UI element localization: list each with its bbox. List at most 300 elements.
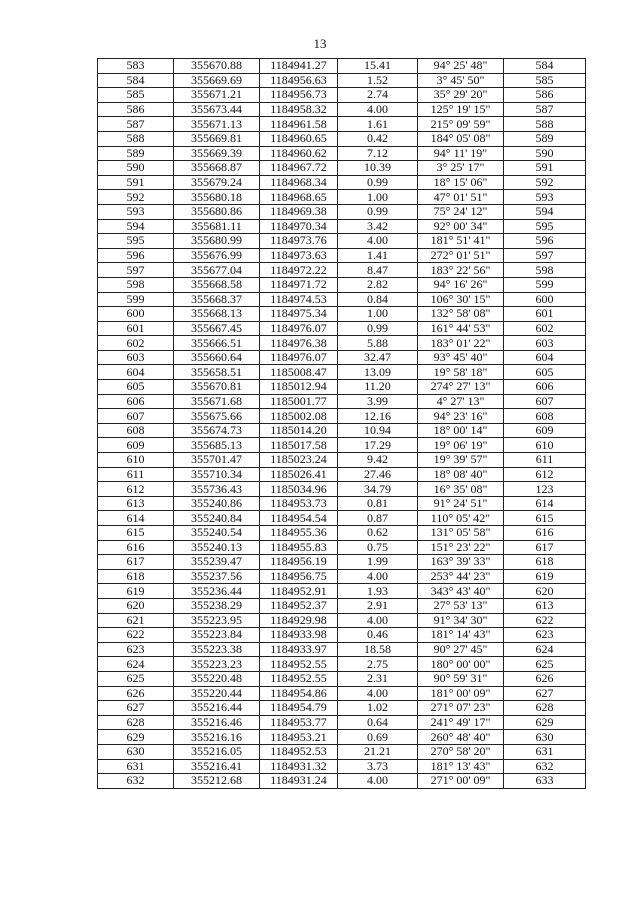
y-coordinate-cell: 1184952.53 <box>260 744 338 759</box>
table-row <box>98 219 586 234</box>
y-coordinate-cell: 1184961.58 <box>260 117 338 132</box>
point-number-cell: 631 <box>98 759 174 774</box>
distance-cell: 0.87 <box>338 511 418 526</box>
distance-cell: 0.42 <box>338 131 418 146</box>
point-number-cell: 604 <box>98 365 174 380</box>
bearing-cell: 16° 35' 08" <box>418 482 504 497</box>
y-coordinate-cell: 1184973.63 <box>260 248 338 263</box>
x-coordinate-cell: 355675.66 <box>174 409 260 424</box>
distance-cell: 32.47 <box>338 350 418 365</box>
next-point-number-cell: 598 <box>504 263 586 278</box>
x-coordinate-cell: 355223.95 <box>174 613 260 628</box>
next-point-number-cell: 596 <box>504 234 586 249</box>
table-row <box>98 73 586 88</box>
point-number-cell: 609 <box>98 438 174 453</box>
y-coordinate-cell: 1184954.79 <box>260 701 338 716</box>
bearing-cell: 151° 23' 22" <box>418 540 504 555</box>
bearing-cell: 90° 59' 31" <box>418 671 504 686</box>
table-row <box>98 540 586 555</box>
table-row <box>98 161 586 176</box>
x-coordinate-cell: 355240.13 <box>174 540 260 555</box>
bearing-cell: 94° 11' 19" <box>418 146 504 161</box>
table-row <box>98 715 586 730</box>
y-coordinate-cell: 1185008.47 <box>260 365 338 380</box>
x-coordinate-cell: 355216.44 <box>174 701 260 716</box>
y-coordinate-cell: 1184929.98 <box>260 613 338 628</box>
next-point-number-cell: 601 <box>504 307 586 322</box>
x-coordinate-cell: 355216.46 <box>174 715 260 730</box>
next-point-number-cell: 622 <box>504 613 586 628</box>
distance-cell: 15.41 <box>338 59 418 74</box>
table-row <box>98 598 586 613</box>
point-number-cell: 601 <box>98 321 174 336</box>
distance-cell: 4.00 <box>338 569 418 584</box>
table-row <box>98 628 586 643</box>
table-row <box>98 671 586 686</box>
y-coordinate-cell: 1184953.21 <box>260 730 338 745</box>
y-coordinate-cell: 1184933.98 <box>260 628 338 643</box>
next-point-number-cell: 584 <box>504 59 586 74</box>
y-coordinate-cell: 1184974.53 <box>260 292 338 307</box>
next-point-number-cell: 589 <box>504 131 586 146</box>
table-row <box>98 204 586 219</box>
distance-cell: 1.61 <box>338 117 418 132</box>
distance-cell: 0.84 <box>338 292 418 307</box>
next-point-number-cell: 625 <box>504 657 586 672</box>
point-number-cell: 592 <box>98 190 174 205</box>
bearing-cell: 3° 25' 17" <box>418 161 504 176</box>
distance-cell: 2.74 <box>338 88 418 103</box>
bearing-cell: 27° 53' 13" <box>418 598 504 613</box>
distance-cell: 21.21 <box>338 744 418 759</box>
next-point-number-cell: 587 <box>504 102 586 117</box>
point-number-cell: 614 <box>98 511 174 526</box>
bearing-cell: 35° 29' 20" <box>418 88 504 103</box>
distance-cell: 1.52 <box>338 73 418 88</box>
distance-cell: 11.20 <box>338 380 418 395</box>
table-row <box>98 350 586 365</box>
distance-cell: 2.82 <box>338 277 418 292</box>
point-number-cell: 629 <box>98 730 174 745</box>
next-point-number-cell: 608 <box>504 409 586 424</box>
next-point-number-cell: 588 <box>504 117 586 132</box>
distance-cell: 10.39 <box>338 161 418 176</box>
y-coordinate-cell: 1184967.72 <box>260 161 338 176</box>
bearing-cell: 180° 00' 00" <box>418 657 504 672</box>
point-number-cell: 584 <box>98 73 174 88</box>
distance-cell: 9.42 <box>338 453 418 468</box>
x-coordinate-cell: 355668.37 <box>174 292 260 307</box>
distance-cell: 4.00 <box>338 774 418 789</box>
bearing-cell: 161° 44' 53" <box>418 321 504 336</box>
table-row <box>98 117 586 132</box>
y-coordinate-cell: 1184976.07 <box>260 350 338 365</box>
y-coordinate-cell: 1184975.34 <box>260 307 338 322</box>
distance-cell: 2.75 <box>338 657 418 672</box>
bearing-cell: 181° 00' 09" <box>418 686 504 701</box>
next-point-number-cell: 599 <box>504 277 586 292</box>
table-row <box>98 730 586 745</box>
x-coordinate-cell: 355240.84 <box>174 511 260 526</box>
x-coordinate-cell: 355673.44 <box>174 102 260 117</box>
x-coordinate-cell: 355680.18 <box>174 190 260 205</box>
point-number-cell: 603 <box>98 350 174 365</box>
distance-cell: 0.64 <box>338 715 418 730</box>
point-number-cell: 583 <box>98 59 174 74</box>
next-point-number-cell: 631 <box>504 744 586 759</box>
distance-cell: 4.00 <box>338 234 418 249</box>
point-number-cell: 606 <box>98 394 174 409</box>
y-coordinate-cell: 1184952.55 <box>260 671 338 686</box>
point-number-cell: 616 <box>98 540 174 555</box>
x-coordinate-cell: 355666.51 <box>174 336 260 351</box>
table-row <box>98 759 586 774</box>
point-number-cell: 596 <box>98 248 174 263</box>
bearing-cell: 18° 08' 40" <box>418 467 504 482</box>
next-point-number-cell: 626 <box>504 671 586 686</box>
point-number-cell: 611 <box>98 467 174 482</box>
point-number-cell: 597 <box>98 263 174 278</box>
distance-cell: 1.00 <box>338 307 418 322</box>
bearing-cell: 271° 00' 09" <box>418 774 504 789</box>
point-number-cell: 607 <box>98 409 174 424</box>
bearing-cell: 343° 43' 40" <box>418 584 504 599</box>
y-coordinate-cell: 1184971.72 <box>260 277 338 292</box>
point-number-cell: 617 <box>98 555 174 570</box>
bearing-cell: 106° 30' 15" <box>418 292 504 307</box>
point-number-cell: 626 <box>98 686 174 701</box>
bearing-cell: 131° 05' 58" <box>418 526 504 541</box>
distance-cell: 5.88 <box>338 336 418 351</box>
point-number-cell: 595 <box>98 234 174 249</box>
bearing-cell: 181° 13' 43" <box>418 759 504 774</box>
point-number-cell: 628 <box>98 715 174 730</box>
next-point-number-cell: 606 <box>504 380 586 395</box>
next-point-number-cell: 632 <box>504 759 586 774</box>
x-coordinate-cell: 355670.88 <box>174 59 260 74</box>
table-row <box>98 774 586 789</box>
distance-cell: 1.00 <box>338 190 418 205</box>
next-point-number-cell: 123 <box>504 482 586 497</box>
bearing-cell: 274° 27' 13" <box>418 380 504 395</box>
distance-cell: 0.75 <box>338 540 418 555</box>
y-coordinate-cell: 1184976.38 <box>260 336 338 351</box>
x-coordinate-cell: 355685.13 <box>174 438 260 453</box>
next-point-number-cell: 619 <box>504 569 586 584</box>
table-row <box>98 277 586 292</box>
next-point-number-cell: 623 <box>504 628 586 643</box>
point-number-cell: 593 <box>98 204 174 219</box>
point-number-cell: 591 <box>98 175 174 190</box>
table-row <box>98 701 586 716</box>
x-coordinate-cell: 355671.13 <box>174 117 260 132</box>
x-coordinate-cell: 355701.47 <box>174 453 260 468</box>
y-coordinate-cell: 1184970.34 <box>260 219 338 234</box>
x-coordinate-cell: 355669.39 <box>174 146 260 161</box>
table-row <box>98 409 586 424</box>
table-row <box>98 59 586 74</box>
table-row <box>98 263 586 278</box>
distance-cell: 2.31 <box>338 671 418 686</box>
bearing-cell: 272° 01' 51" <box>418 248 504 263</box>
point-number-cell: 587 <box>98 117 174 132</box>
table-row <box>98 365 586 380</box>
x-coordinate-cell: 355216.05 <box>174 744 260 759</box>
bearing-cell: 94° 16' 26" <box>418 277 504 292</box>
bearing-cell: 94° 23' 16" <box>418 409 504 424</box>
table-row <box>98 175 586 190</box>
distance-cell: 17.29 <box>338 438 418 453</box>
table-row <box>98 467 586 482</box>
distance-cell: 3.99 <box>338 394 418 409</box>
bearing-cell: 260° 48' 40" <box>418 730 504 745</box>
table-row <box>98 380 586 395</box>
x-coordinate-cell: 355674.73 <box>174 423 260 438</box>
y-coordinate-cell: 1184976.07 <box>260 321 338 336</box>
y-coordinate-cell: 1184960.65 <box>260 131 338 146</box>
distance-cell: 8.47 <box>338 263 418 278</box>
bearing-cell: 90° 27' 45" <box>418 642 504 657</box>
bearing-cell: 183° 22' 56" <box>418 263 504 278</box>
next-point-number-cell: 617 <box>504 540 586 555</box>
x-coordinate-cell: 355677.04 <box>174 263 260 278</box>
point-number-cell: 630 <box>98 744 174 759</box>
distance-cell: 4.00 <box>338 686 418 701</box>
table-row <box>98 394 586 409</box>
bearing-cell: 3° 45' 50" <box>418 73 504 88</box>
x-coordinate-cell: 355667.45 <box>174 321 260 336</box>
bearing-cell: 125° 19' 15" <box>418 102 504 117</box>
next-point-number-cell: 594 <box>504 204 586 219</box>
bearing-cell: 92° 00' 34" <box>418 219 504 234</box>
point-number-cell: 615 <box>98 526 174 541</box>
bearing-cell: 184° 05' 08" <box>418 131 504 146</box>
point-number-cell: 632 <box>98 774 174 789</box>
y-coordinate-cell: 1185002.08 <box>260 409 338 424</box>
y-coordinate-cell: 1184956.19 <box>260 555 338 570</box>
x-coordinate-cell: 355216.16 <box>174 730 260 745</box>
y-coordinate-cell: 1184931.24 <box>260 774 338 789</box>
point-number-cell: 588 <box>98 131 174 146</box>
point-number-cell: 586 <box>98 102 174 117</box>
bearing-cell: 132° 58' 08" <box>418 307 504 322</box>
table-row <box>98 307 586 322</box>
distance-cell: 34.79 <box>338 482 418 497</box>
bearing-cell: 241° 49' 17" <box>418 715 504 730</box>
y-coordinate-cell: 1184954.54 <box>260 511 338 526</box>
distance-cell: 18.58 <box>338 642 418 657</box>
table-row <box>98 744 586 759</box>
y-coordinate-cell: 1184956.75 <box>260 569 338 584</box>
bearing-cell: 183° 01' 22" <box>418 336 504 351</box>
x-coordinate-cell: 355216.41 <box>174 759 260 774</box>
point-number-cell: 624 <box>98 657 174 672</box>
table-row <box>98 234 586 249</box>
x-coordinate-cell: 355223.23 <box>174 657 260 672</box>
y-coordinate-cell: 1184956.63 <box>260 73 338 88</box>
x-coordinate-cell: 355676.99 <box>174 248 260 263</box>
bearing-cell: 181° 14' 43" <box>418 628 504 643</box>
table-row <box>98 569 586 584</box>
x-coordinate-cell: 355220.44 <box>174 686 260 701</box>
table-row <box>98 248 586 263</box>
next-point-number-cell: 597 <box>504 248 586 263</box>
distance-cell: 0.46 <box>338 628 418 643</box>
x-coordinate-cell: 355679.24 <box>174 175 260 190</box>
table-row <box>98 555 586 570</box>
distance-cell: 1.93 <box>338 584 418 599</box>
table-row <box>98 657 586 672</box>
point-number-cell: 621 <box>98 613 174 628</box>
next-point-number-cell: 613 <box>504 598 586 613</box>
table-row <box>98 102 586 117</box>
point-number-cell: 610 <box>98 453 174 468</box>
next-point-number-cell: 595 <box>504 219 586 234</box>
next-point-number-cell: 607 <box>504 394 586 409</box>
table-row <box>98 642 586 657</box>
x-coordinate-cell: 355668.13 <box>174 307 260 322</box>
next-point-number-cell: 610 <box>504 438 586 453</box>
y-coordinate-cell: 1184969.38 <box>260 204 338 219</box>
distance-cell: 12.16 <box>338 409 418 424</box>
x-coordinate-cell: 355240.54 <box>174 526 260 541</box>
y-coordinate-cell: 1184956.73 <box>260 88 338 103</box>
point-number-cell: 605 <box>98 380 174 395</box>
next-point-number-cell: 591 <box>504 161 586 176</box>
distance-cell: 0.81 <box>338 496 418 511</box>
y-coordinate-cell: 1184954.86 <box>260 686 338 701</box>
table-row <box>98 146 586 161</box>
point-number-cell: 602 <box>98 336 174 351</box>
distance-cell: 10.94 <box>338 423 418 438</box>
distance-cell: 0.69 <box>338 730 418 745</box>
y-coordinate-cell: 1184955.83 <box>260 540 338 555</box>
bearing-cell: 215° 09' 59" <box>418 117 504 132</box>
next-point-number-cell: 592 <box>504 175 586 190</box>
next-point-number-cell: 618 <box>504 555 586 570</box>
point-number-cell: 627 <box>98 701 174 716</box>
page-number: 13 <box>313 36 327 51</box>
point-number-cell: 589 <box>98 146 174 161</box>
table-row <box>98 482 586 497</box>
distance-cell: 3.42 <box>338 219 418 234</box>
y-coordinate-cell: 1184958.32 <box>260 102 338 117</box>
x-coordinate-cell: 355668.87 <box>174 161 260 176</box>
y-coordinate-cell: 1184931.32 <box>260 759 338 774</box>
y-coordinate-cell: 1184952.91 <box>260 584 338 599</box>
point-number-cell: 622 <box>98 628 174 643</box>
y-coordinate-cell: 1184952.55 <box>260 657 338 672</box>
bearing-cell: 181° 51' 41" <box>418 234 504 249</box>
x-coordinate-cell: 355669.81 <box>174 131 260 146</box>
next-point-number-cell: 609 <box>504 423 586 438</box>
distance-cell: 2.91 <box>338 598 418 613</box>
y-coordinate-cell: 1184955.36 <box>260 526 338 541</box>
point-number-cell: 612 <box>98 482 174 497</box>
y-coordinate-cell: 1184933.97 <box>260 642 338 657</box>
table-row <box>98 292 586 307</box>
x-coordinate-cell: 355736.43 <box>174 482 260 497</box>
point-number-cell: 599 <box>98 292 174 307</box>
x-coordinate-cell: 355660.64 <box>174 350 260 365</box>
x-coordinate-cell: 355710.34 <box>174 467 260 482</box>
point-number-cell: 613 <box>98 496 174 511</box>
y-coordinate-cell: 1185014.20 <box>260 423 338 438</box>
distance-cell: 0.99 <box>338 204 418 219</box>
x-coordinate-cell: 355668.58 <box>174 277 260 292</box>
next-point-number-cell: 593 <box>504 190 586 205</box>
x-coordinate-cell: 355240.86 <box>174 496 260 511</box>
bearing-cell: 18° 00' 14" <box>418 423 504 438</box>
next-point-number-cell: 616 <box>504 526 586 541</box>
x-coordinate-cell: 355669.69 <box>174 73 260 88</box>
point-number-cell: 600 <box>98 307 174 322</box>
next-point-number-cell: 602 <box>504 321 586 336</box>
table-row <box>98 321 586 336</box>
coordinates-table <box>97 58 586 789</box>
bearing-cell: 91° 34' 30" <box>418 613 504 628</box>
next-point-number-cell: 620 <box>504 584 586 599</box>
y-coordinate-cell: 1184953.73 <box>260 496 338 511</box>
table-row <box>98 496 586 511</box>
bearing-cell: 4° 27' 13" <box>418 394 504 409</box>
point-number-cell: 618 <box>98 569 174 584</box>
next-point-number-cell: 630 <box>504 730 586 745</box>
table-row <box>98 686 586 701</box>
distance-cell: 1.41 <box>338 248 418 263</box>
bearing-cell: 253° 44' 23" <box>418 569 504 584</box>
x-coordinate-cell: 355658.51 <box>174 365 260 380</box>
y-coordinate-cell: 1184968.65 <box>260 190 338 205</box>
point-number-cell: 623 <box>98 642 174 657</box>
next-point-number-cell: 615 <box>504 511 586 526</box>
next-point-number-cell: 590 <box>504 146 586 161</box>
table-row <box>98 423 586 438</box>
x-coordinate-cell: 355212.68 <box>174 774 260 789</box>
bearing-cell: 271° 07' 23" <box>418 701 504 716</box>
y-coordinate-cell: 1184960.62 <box>260 146 338 161</box>
distance-cell: 0.62 <box>338 526 418 541</box>
x-coordinate-cell: 355681.11 <box>174 219 260 234</box>
y-coordinate-cell: 1185012.94 <box>260 380 338 395</box>
bearing-cell: 47° 01' 51" <box>418 190 504 205</box>
point-number-cell: 608 <box>98 423 174 438</box>
x-coordinate-cell: 355671.21 <box>174 88 260 103</box>
y-coordinate-cell: 1184972.22 <box>260 263 338 278</box>
y-coordinate-cell: 1184941.27 <box>260 59 338 74</box>
coordinates-table-body <box>98 59 586 789</box>
bearing-cell: 18° 15' 06" <box>418 175 504 190</box>
table-row <box>98 190 586 205</box>
y-coordinate-cell: 1184968.34 <box>260 175 338 190</box>
bearing-cell: 91° 24' 51" <box>418 496 504 511</box>
distance-cell: 27.46 <box>338 467 418 482</box>
distance-cell: 4.00 <box>338 613 418 628</box>
y-coordinate-cell: 1184952.37 <box>260 598 338 613</box>
table-row <box>98 584 586 599</box>
bearing-cell: 94° 25' 48" <box>418 59 504 74</box>
point-number-cell: 619 <box>98 584 174 599</box>
next-point-number-cell: 614 <box>504 496 586 511</box>
table-row <box>98 88 586 103</box>
table-row <box>98 453 586 468</box>
bearing-cell: 270° 58' 20" <box>418 744 504 759</box>
bearing-cell: 19° 06' 19" <box>418 438 504 453</box>
distance-cell: 0.99 <box>338 321 418 336</box>
table-row <box>98 526 586 541</box>
y-coordinate-cell: 1185017.58 <box>260 438 338 453</box>
next-point-number-cell: 624 <box>504 642 586 657</box>
